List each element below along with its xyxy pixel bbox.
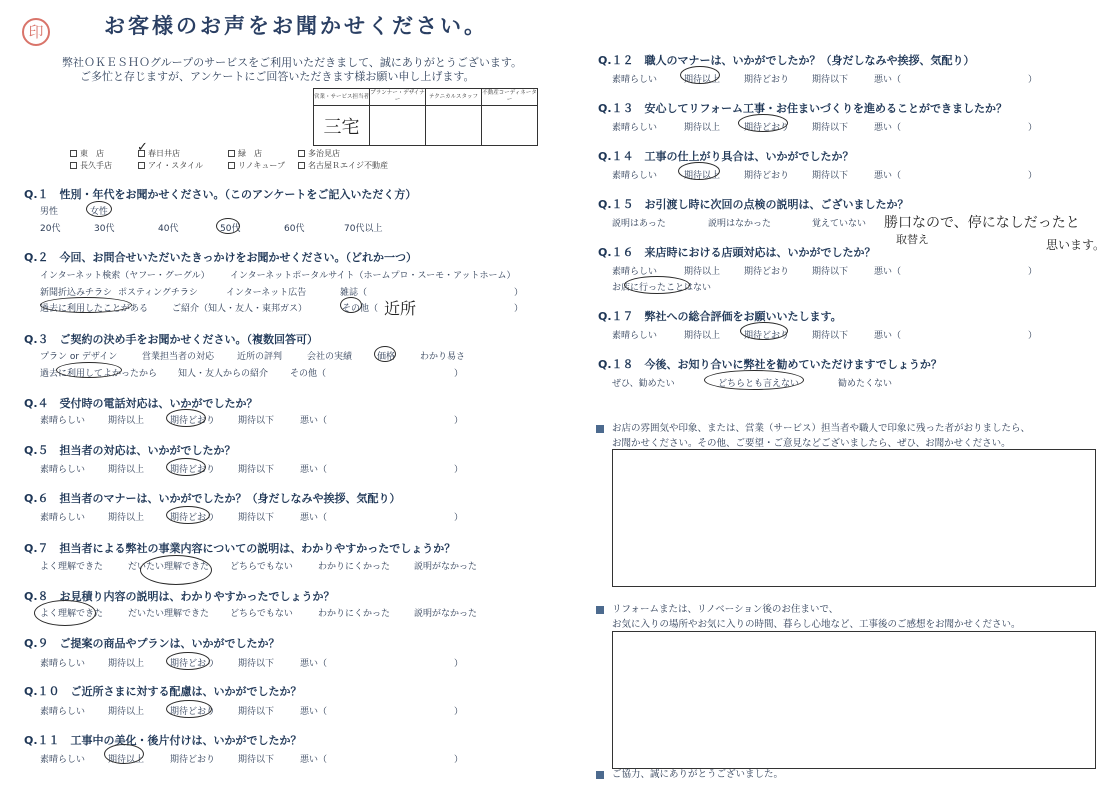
q14-opt-excellent[interactable]: 素晴らしい [612, 171, 658, 181]
q14-opt-above[interactable]: 期待以上 [684, 171, 721, 181]
answer-circle [374, 346, 396, 362]
q13-opt-below[interactable]: 期待以下 [812, 123, 849, 133]
answer-circle [166, 409, 206, 427]
store-checkbox-nagakute[interactable]: 長久手店 [70, 160, 112, 171]
staff-cell-2 [370, 106, 426, 146]
q15-handwritten-note-1: 勝口なので、停になしだったと [884, 215, 1080, 231]
answer-circle [104, 744, 144, 764]
q14-paren-close: ） [1028, 171, 1038, 181]
q2-opt-search[interactable]: インターネット検索（ヤフー・グーグル） [40, 271, 210, 281]
q17-paren-close: ） [1028, 331, 1038, 341]
q11-opt-bad[interactable]: 悪い（ [300, 755, 328, 765]
page-title: お客様のお声をお聞かせください。 [104, 14, 488, 38]
q6-opt-as-expected[interactable]: 期待どおり [170, 513, 216, 523]
answer-circle [166, 700, 212, 718]
q7-opt-mostly[interactable]: だいたい理解できた [128, 562, 210, 572]
q16-opt-bad[interactable]: 悪い（ [874, 267, 902, 277]
store-checkbox-r-age[interactable]: 名古屋Ｒエイジ不動産 [298, 160, 388, 171]
q18-opt-yes[interactable]: ぜひ、勧めたい [612, 379, 675, 389]
q15-opt-no[interactable]: 説明はなかった [708, 219, 772, 229]
q6-opt-bad[interactable]: 悪い（ [300, 513, 328, 523]
intro-line-1: 弊社ＯＫＥＳＨＯグループのサービスをご利用いただきまして、誠にありがとうございます。 [62, 56, 523, 69]
q7-opt-none[interactable]: 説明がなかった [414, 562, 478, 572]
q3-paren-close: ） [454, 369, 464, 379]
q2-opt-other[interactable]: その他（ [342, 304, 379, 314]
q5-question: Q.５ 担当者の対応は、いかがでしたか？ [24, 442, 242, 458]
q5-opt-as-expected[interactable]: 期待どおり [170, 465, 216, 475]
q16-opt-below[interactable]: 期待以下 [812, 267, 849, 277]
bullet-square-icon [596, 771, 604, 779]
q5-paren-close: ） [454, 465, 464, 475]
q3-opt-price[interactable]: 価格 [377, 352, 396, 362]
staff-name: 三宅 [314, 106, 370, 146]
q17-opt-excellent[interactable]: 素晴らしい [612, 331, 658, 341]
q11-paren-close: ） [454, 755, 464, 765]
q5-opt-bad[interactable]: 悪い（ [300, 465, 328, 475]
q1-gender-female[interactable]: 女性 [90, 207, 109, 217]
q2-paren-close: ） [514, 288, 524, 298]
q10-opt-above[interactable]: 期待以上 [108, 707, 145, 717]
answer-circle [40, 297, 132, 313]
q2-opt-past-use[interactable]: 過去に利用したことがある [40, 304, 149, 314]
q12-opt-excellent[interactable]: 素晴らしい [612, 75, 658, 85]
q12-opt-bad[interactable]: 悪い（ [874, 75, 902, 85]
q3-opt-past-good[interactable]: 過去に利用してよかったから [40, 369, 158, 379]
answer-circle [166, 506, 210, 524]
q2-opt-magazine[interactable]: 雑誌（ [340, 288, 368, 298]
q6-opt-above[interactable]: 期待以上 [108, 513, 145, 523]
q12-question: Q.１２ 職人のマナーは、いかがでしたか？（身だしなみや挨拶、気配り） [598, 52, 981, 68]
q12-opt-below[interactable]: 期待以下 [812, 75, 849, 85]
q4-opt-excellent[interactable]: 素晴らしい [40, 416, 86, 426]
q3-opt-other[interactable]: その他（ [290, 369, 327, 379]
q2-opt-posting[interactable]: ポスティングチラシ [118, 288, 198, 298]
q18-opt-neutral[interactable]: どちらとも言えない [718, 379, 800, 389]
q3-opt-track-record[interactable]: 会社の実績 [307, 352, 353, 362]
answer-circle [34, 600, 96, 626]
store-checkbox-renocube[interactable]: リノキューブ [228, 160, 285, 171]
q9-opt-bad[interactable]: 悪い（ [300, 659, 328, 669]
q2-paren-close-2: ） [514, 304, 524, 314]
q3-question: Q.３ ご契約の決め手をお聞かせください。（複数回答可） [24, 331, 324, 347]
staff-cell-3 [426, 106, 482, 146]
answer-circle [704, 370, 804, 390]
q7-question: Q.７ 担当者による弊社の事業内容についての説明は、わかりやすかったでしょうか？ [24, 540, 461, 556]
q8-opt-neutral[interactable]: どちらでもない [230, 609, 293, 619]
q9-paren-close: ） [454, 659, 464, 669]
q3-opt-plan[interactable]: プラン or デザイン [40, 352, 118, 362]
q12-paren-close: ） [1028, 75, 1038, 85]
q6-opt-excellent[interactable]: 素晴らしい [40, 513, 86, 523]
staff-header-realestate: 不動産コーディネーター [482, 89, 538, 106]
q1-age-70s[interactable]: 70代以上 [344, 224, 383, 234]
q16-question: Q.１６ 来店時における店頭対応は、いかがでしたか？ [598, 244, 882, 260]
q11-opt-as-expected[interactable]: 期待どおり [170, 755, 216, 765]
q9-question: Q.９ ご提案の商品やプランは、いかがでしたか？ [24, 635, 286, 651]
q4-opt-bad[interactable]: 悪い（ [300, 416, 328, 426]
store-checkbox-higashi[interactable]: 東 店 [70, 148, 104, 159]
answer-circle [166, 458, 206, 476]
q12-opt-as-expected[interactable]: 期待どおり [744, 75, 790, 85]
q1-age-50s[interactable]: 50代 [220, 224, 241, 234]
store-checkbox-tajimi[interactable]: 多治見店 [298, 148, 340, 159]
q3-opt-sales-rep[interactable]: 営業担当者の対応 [142, 352, 215, 362]
q16-opt-never-visited[interactable]: お店に行ったことはない [612, 283, 712, 293]
q14-question: Q.１４ 工事の仕上がり具合は、いかがでしたか？ [598, 148, 860, 164]
q4-question: Q.４ 受付時の電話対応は、いかがでしたか？ [24, 395, 264, 411]
q3-opt-friend[interactable]: 知人・友人からの紹介 [178, 369, 269, 379]
q5-opt-excellent[interactable]: 素晴らしい [40, 465, 86, 475]
q13-question: Q.１３ 安心してリフォーム工事・お住まいづくりを進めることができましたか？ [598, 100, 1013, 116]
q11-opt-excellent[interactable]: 素晴らしい [40, 755, 86, 765]
q14-opt-below[interactable]: 期待以下 [812, 171, 849, 181]
staff-header-sales: 営業・サービス担当者 [314, 89, 370, 106]
checkmark-icon: ✓ [137, 140, 148, 155]
comment2-label: リフォームまたは、リノベーション後のお住まいで、 お気に入りの場所やお気に入りの時間、暮らし心地など、工事後のご感想をお聞かせください。 [596, 602, 1021, 632]
q17-opt-bad[interactable]: 悪い（ [874, 331, 902, 341]
q10-opt-excellent[interactable]: 素晴らしい [40, 707, 86, 717]
q9-opt-below[interactable]: 期待以下 [238, 659, 275, 669]
q9-opt-above[interactable]: 期待以上 [108, 659, 145, 669]
answer-circle [216, 218, 240, 234]
bullet-square-icon [596, 606, 604, 614]
q12-opt-above[interactable]: 期待以上 [684, 75, 721, 85]
intro-line-2: ご多忙と存じますが、アンケートにご回答いただきます様お願い申し上げます。 [80, 70, 475, 83]
q13-opt-bad[interactable]: 悪い（ [874, 123, 902, 133]
q13-opt-above[interactable]: 期待以上 [684, 123, 721, 133]
q15-handwritten-note-2: 取替え [896, 233, 929, 246]
q15-handwritten-note-3: 思います。 [1046, 238, 1106, 252]
answer-circle [678, 162, 720, 180]
q6-paren-close: ） [454, 513, 464, 523]
q1-age-20s[interactable]: 20代 [40, 224, 61, 234]
answer-circle [340, 297, 362, 313]
q4-paren-close: ） [454, 416, 464, 426]
q8-opt-well[interactable]: よく理解できた [40, 609, 104, 619]
q8-opt-mostly[interactable]: だいたい理解できた [128, 609, 210, 619]
q13-paren-close: ） [1028, 123, 1038, 133]
q5-opt-above[interactable]: 期待以上 [108, 465, 145, 475]
q1-age-30s[interactable]: 30代 [94, 224, 115, 234]
bullet-square-icon [596, 425, 604, 433]
staff-header-technical: テクニカルスタッフ [426, 89, 482, 106]
q13-opt-excellent[interactable]: 素晴らしい [612, 123, 658, 133]
q14-opt-as-expected[interactable]: 期待どおり [744, 171, 790, 181]
comment1-label: お店の雰囲気や印象、または、営業（サービス）担当者や職人で印象に残った者がおりましたら、 お聞かせください。その他、ご要望・ご意見などございましたら、ぜひ、お聞かせください。 [596, 421, 1030, 451]
q17-question: Q.１７ 弊社への総合評価をお願いいたします。 [598, 308, 848, 324]
q1-gender-male[interactable]: 男性 [40, 207, 59, 217]
answer-circle [740, 322, 788, 340]
q7-opt-well[interactable]: よく理解できた [40, 562, 104, 572]
q10-question: Q.１０ ご近所さまに対する配慮は、いかがでしたか？ [24, 683, 308, 699]
q18-question: Q.１８ 今後、お知り合いに弊社を勧めていただけますでしょうか？ [598, 356, 948, 372]
q4-opt-below[interactable]: 期待以下 [238, 416, 275, 426]
q11-opt-above[interactable]: 期待以上 [108, 755, 145, 765]
q16-opt-above[interactable]: 期待以上 [684, 267, 721, 277]
q4-opt-above[interactable]: 期待以上 [108, 416, 145, 426]
q6-opt-below[interactable]: 期待以下 [238, 513, 275, 523]
q8-opt-none[interactable]: 説明がなかった [414, 609, 478, 619]
q18-opt-no[interactable]: 勧めたくない [838, 379, 893, 389]
q2-opt-portal[interactable]: インターネットポータルサイト（ホームプロ・スーモ・アットホーム） [230, 271, 516, 281]
q11-opt-below[interactable]: 期待以下 [238, 755, 275, 765]
q2-question: Q.２ 今回、お問合せいただいたきっかけをお聞かせください。（どれか一つ） [24, 249, 423, 265]
q10-opt-below[interactable]: 期待以下 [238, 707, 275, 717]
q10-opt-bad[interactable]: 悪い（ [300, 707, 328, 717]
thanks-message: ご協力、誠にありがとうございました。 [596, 767, 783, 782]
q15-opt-dont-remember[interactable]: 覚えていない [812, 219, 867, 229]
q16-opt-as-expected[interactable]: 期待どおり [744, 267, 790, 277]
q13-opt-as-expected[interactable]: 期待どおり [744, 123, 790, 133]
q3-opt-clarity[interactable]: わかり易さ [420, 352, 466, 362]
answer-circle [56, 362, 122, 378]
q17-opt-above[interactable]: 期待以上 [684, 331, 721, 341]
q3-opt-reputation[interactable]: 近所の評判 [237, 352, 283, 362]
store-checkbox-istyle[interactable]: アイ・スタイル [138, 160, 203, 171]
q10-paren-close: ） [454, 707, 464, 717]
q17-opt-below[interactable]: 期待以下 [812, 331, 849, 341]
q2-opt-internet-ad[interactable]: インターネット広告 [226, 288, 307, 298]
q9-opt-excellent[interactable]: 素晴らしい [40, 659, 86, 669]
q15-question: Q.１５ お引渡し時に次回の点検の説明は、ございましたか？ [598, 196, 915, 212]
q2-opt-newspaper[interactable]: 新聞折込みチラシ [40, 288, 113, 298]
q1-question: Q.１ 性別・年代をお聞かせください。（このアンケートをご記入いただく方） [24, 186, 422, 202]
q8-opt-unclear[interactable]: わかりにくかった [318, 609, 391, 619]
answer-circle [86, 201, 112, 217]
answer-circle [680, 66, 720, 84]
q7-opt-neutral[interactable]: どちらでもない [230, 562, 293, 572]
staff-table [313, 88, 538, 146]
q1-age-40s[interactable]: 40代 [158, 224, 179, 234]
store-checkbox-kasugai[interactable]: 春日井店 [138, 148, 180, 159]
q8-question: Q.８ お見積り内容の説明は、わかりやすかったでしょうか？ [24, 588, 341, 604]
q16-paren-close: ） [1028, 267, 1038, 277]
q2-handwritten-note: 近所 [384, 299, 417, 318]
q4-opt-as-expected[interactable]: 期待どおり [170, 416, 216, 426]
staff-cell-4 [482, 106, 538, 146]
q14-opt-bad[interactable]: 悪い（ [874, 171, 902, 181]
comment1-textarea[interactable] [612, 449, 1096, 587]
q15-opt-yes[interactable]: 説明はあった [612, 219, 666, 229]
q11-question: Q.１１ 工事中の美化・後片付けは、いかがでしたか？ [24, 732, 308, 748]
q9-opt-as-expected[interactable]: 期待どおり [170, 659, 216, 669]
q10-opt-as-expected[interactable]: 期待どおり [170, 707, 216, 717]
q2-opt-referral[interactable]: ご紹介（知人・友人・東邦ガス） [172, 304, 308, 314]
store-checkbox-midori[interactable]: 緑 店 [228, 148, 262, 159]
answer-circle [624, 276, 690, 294]
q17-opt-as-expected[interactable]: 期待どおり [744, 331, 790, 341]
q6-question: Q.６ 担当者のマナーは、いかがでしたか？（身だしなみや挨拶、気配り） [24, 490, 407, 506]
answer-circle [140, 555, 212, 585]
q1-age-60s[interactable]: 60代 [284, 224, 305, 234]
q7-opt-unclear[interactable]: わかりにくかった [318, 562, 391, 572]
q5-opt-below[interactable]: 期待以下 [238, 465, 275, 475]
q16-opt-excellent[interactable]: 素晴らしい [612, 267, 658, 277]
company-stamp-icon: 印 [22, 18, 50, 46]
answer-circle [166, 652, 210, 670]
comment2-textarea[interactable] [612, 631, 1096, 769]
answer-circle [738, 114, 788, 132]
staff-header-planner: プランナー・デザイナー [370, 89, 426, 106]
